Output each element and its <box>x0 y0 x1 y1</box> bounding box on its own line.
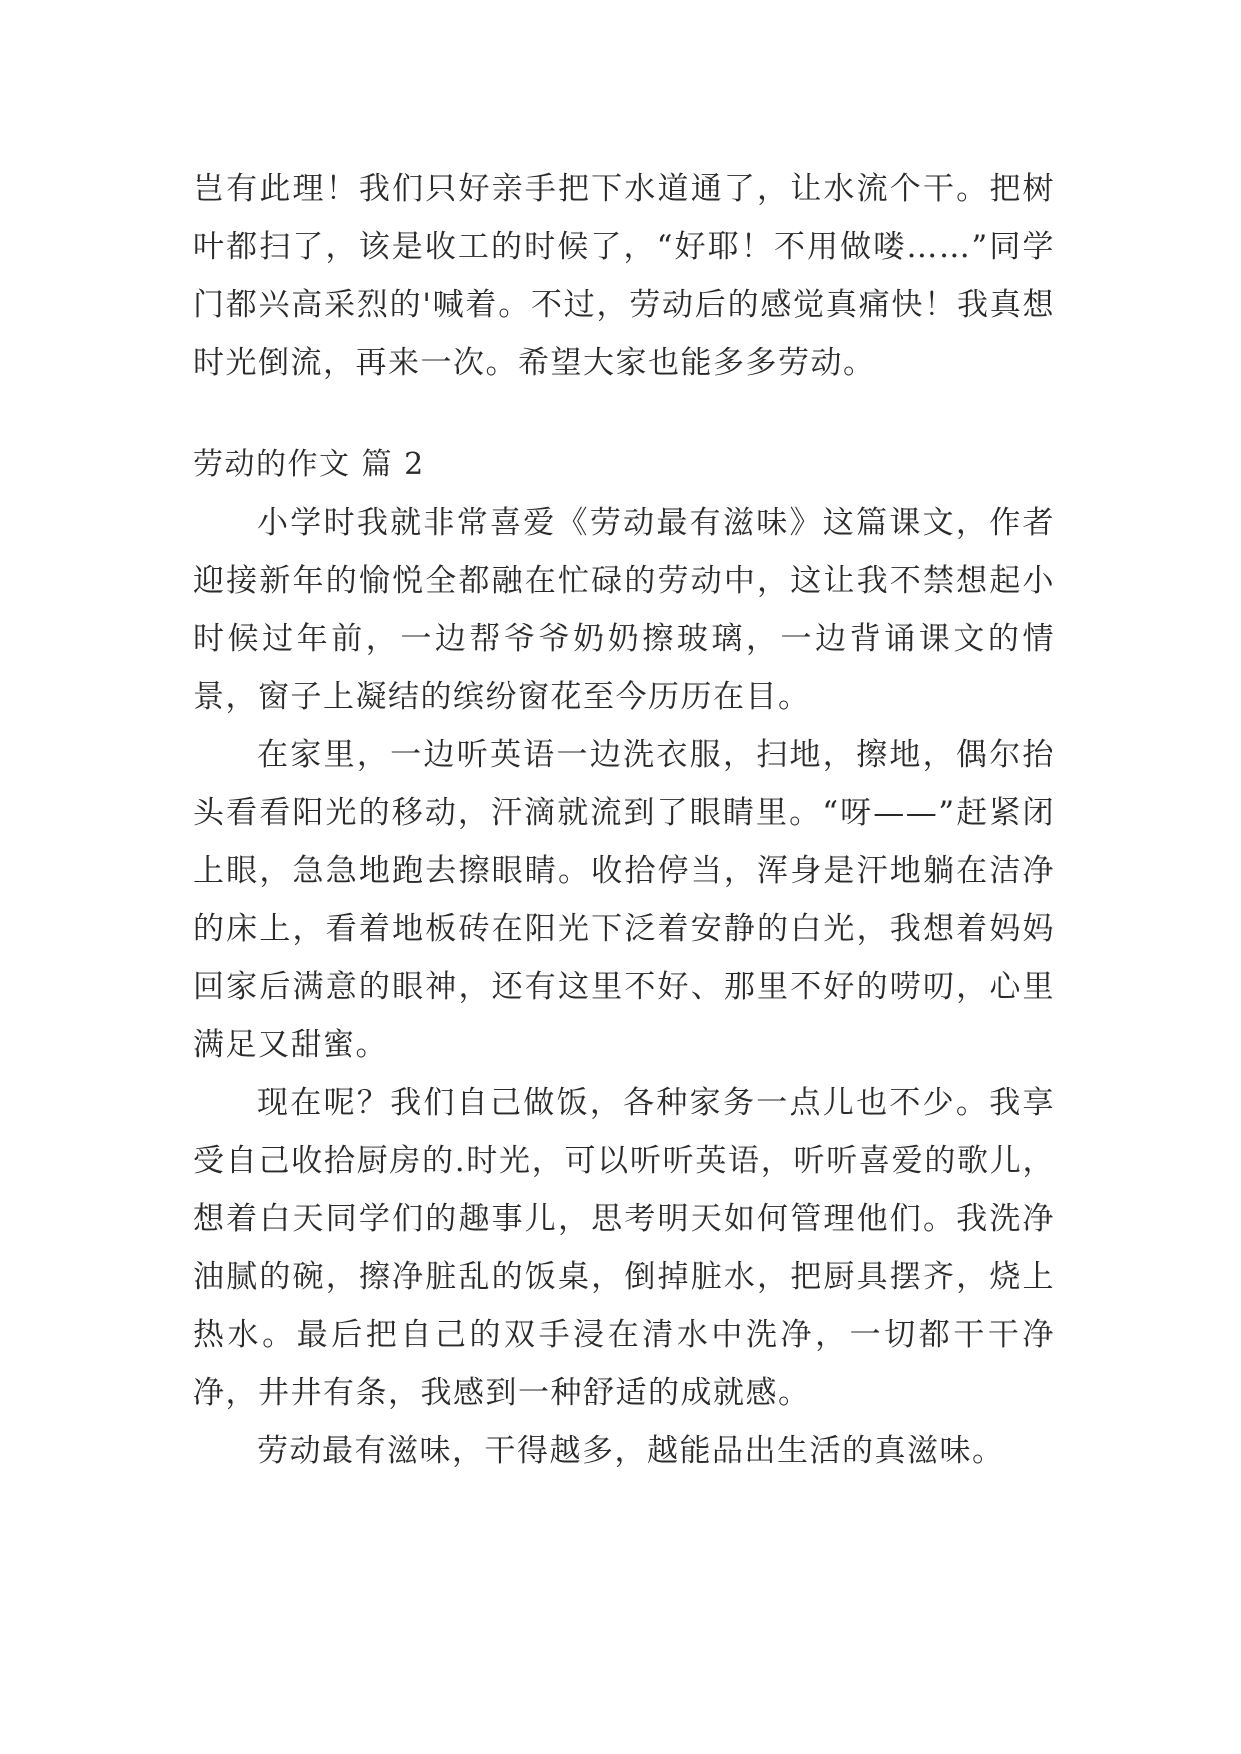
paragraph-1: 小学时我就非常喜爱《劳动最有滋味》这篇课文，作者迎接新年的愉悦全都融在忙碌的劳动中，这让我不禁想起小时候过年前，一边帮爷爷奶奶擦玻璃，一边背诵课文的情景，窗子上凝结的缤纷窗花至今历历在目。 <box>193 505 1055 715</box>
document-body <box>193 160 1055 1480</box>
paragraph-4: 劳动最有滋味，干得越多，越能品出生活的真滋味。 <box>257 1433 1005 1469</box>
section-heading: 劳动的作文 篇 2 <box>193 447 425 482</box>
paragraph-3: 现在呢？我们自己做饭，各种家务一点儿也不少。我享受自己收拾厨房的.时光，可以听听英语，听听喜爱的歌儿，想着白天同学们的趣事儿，思考明天如何管理他们。我洗净油腻的碗，擦净脏乱的饭桌，倒掉脏水，把厨具摆齐，烧上热水。最后把自己的双手浸在清水中洗净，一切都干干净净，井井有条，我感到一种舒适的成就感。 <box>193 1085 1055 1411</box>
intro-paragraph: 岂有此理！我们只好亲手把下水道通了，让水流个干。把树叶都扫了，该是收工的时候了，“好耶！不用做喽……”同学门都兴高采烈的'喊着。不过，劳动后的感觉真痛快！我真想时光倒流，再来一次。希望大家也能多多劳动。 <box>193 171 1055 381</box>
paragraph-2: 在家里，一边听英语一边洗衣服，扫地，擦地，偶尔抬头看看阳光的移动，汗滴就流到了眼睛里。“呀——”赶紧闭上眼，急急地跑去擦眼睛。收拾停当，浑身是汗地躺在洁净的床上，看着地板砖在阳光下泛着安静的白光，我想着妈妈回家后满意的眼神，还有这里不好、那里不好的唠叨，心里满足又甜蜜。 <box>193 737 1055 1063</box>
